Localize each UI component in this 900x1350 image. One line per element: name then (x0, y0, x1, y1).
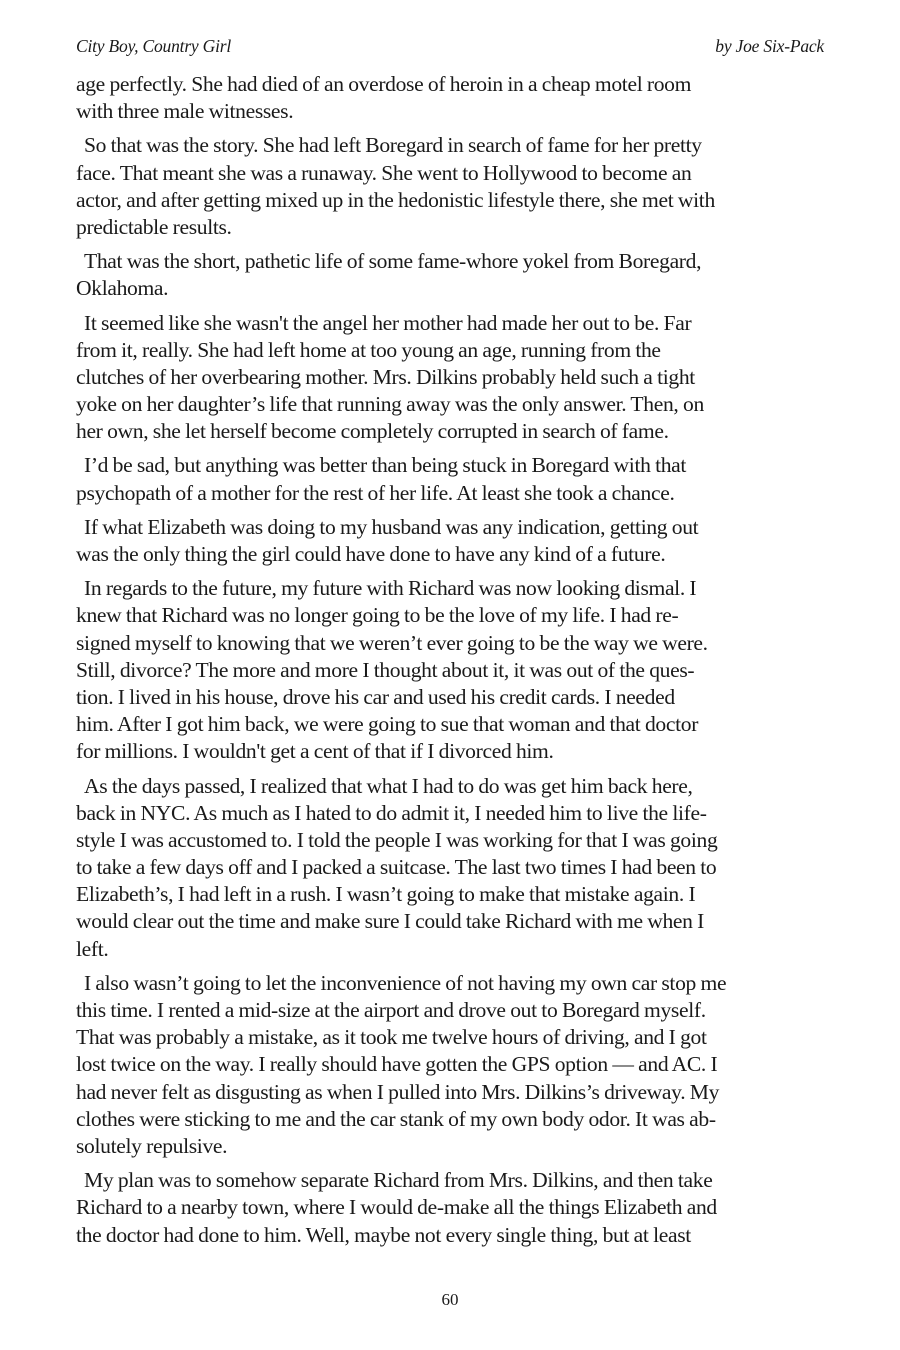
text-line: As the days passed, I realized that what I had to do was get him back here, (84, 773, 693, 798)
text-line: Richard to a nearby town, where I would de-make all the things Elizabeth and (76, 1195, 717, 1220)
text-line: My plan was to somehow separate Richard from Mrs. Dilkins, and then take (84, 1168, 713, 1193)
text-line: to take a few days off and I packed a suitcase. The last two times I had been to (76, 855, 717, 880)
text-line: face. That meant she was a runaway. She went to Hollywood to become an (76, 160, 692, 185)
text-line: from it, really. She had left home at too young an age, running from the (76, 337, 661, 362)
text-line: lost twice on the way. I really should have gotten the GPS option — and AC. I (76, 1052, 718, 1077)
text-line: In regards to the future, my future with Richard was now looking dismal. I (84, 576, 697, 601)
paragraph (76, 575, 824, 765)
paragraph (76, 773, 824, 963)
text-line: yoke on her daughter’s life that running away was the only answer. Then, on (76, 392, 704, 417)
text-line: clothes were sticking to me and the car stank of my own body odor. It was ab- (76, 1106, 716, 1131)
text-line: style I was accustomed to. I told the people I was working for that I was going (76, 827, 718, 852)
text-line: age perfectly. She had died of an overdose of heroin in a cheap motel room (76, 72, 692, 96)
text-line: was the only thing the girl could have done to have any kind of a future. (76, 542, 666, 566)
text-line: tion. I lived in his house, drove his car and used his credit cards. I needed (76, 684, 675, 709)
paragraph (76, 310, 824, 446)
text-line: would clear out the time and make sure I could take Richard with me when I (76, 909, 704, 934)
book-author: by Joe Six-Pack (715, 36, 824, 56)
text-line: back in NYC. As much as I hated to do admit it, I needed him to live the life- (76, 800, 707, 825)
paragraph (76, 132, 824, 241)
text-line: Oklahoma. (76, 276, 169, 301)
running-header (76, 36, 824, 58)
text-line: solutely repulsive. (76, 1133, 228, 1158)
text-line: signed myself to knowing that we weren’t ever going to be the way we were. (76, 630, 708, 655)
text-line: the doctor had done to him. Well, maybe not every single thing, but at least (76, 1222, 691, 1247)
text-line: I’d be sad, but anything was better than being stuck in Boregard with that (84, 453, 687, 478)
text-line: I also wasn’t going to let the inconvenience of not having my own car stop me (84, 970, 727, 995)
text-line: So that was the story. She had left Boregard in search of fame for her pretty (84, 133, 702, 158)
text-line: That was probably a mistake, as it took me twelve hours of driving, and I got (76, 1025, 707, 1050)
text-line: for millions. I wouldn't get a cent of that if I divorced him. (76, 739, 554, 764)
paragraph (76, 71, 824, 125)
body-text (76, 71, 824, 1256)
text-line: knew that Richard was no longer going to be the love of my life. I had re- (76, 603, 679, 628)
text-line: with three male witnesses. (76, 99, 294, 124)
text-line: had never felt as disgusting as when I pulled into Mrs. Dilkins’s driveway. My (76, 1079, 720, 1104)
page-number: 60 (441, 1290, 459, 1309)
book-title: City Boy, Country Girl (76, 36, 232, 56)
paragraph (76, 970, 824, 1160)
text-line: Still, divorce? The more and more I thought about it, it was out of the ques- (76, 657, 695, 682)
text-line: Elizabeth’s, I had left in a rush. I wasn’t going to make that mistake again. I (76, 882, 696, 907)
text-line: If what Elizabeth was doing to my husband was any indication, getting out (84, 514, 699, 539)
text-line: psychopath of a mother for the rest of her life. At least she took a chance. (76, 480, 675, 505)
text-line: this time. I rented a mid-size at the airport and drove out to Boregard myself. (76, 998, 706, 1022)
text-line: predictable results. (76, 214, 232, 239)
text-line: It seemed like she wasn't the angel her mother had made her out to be. Far (84, 310, 692, 335)
paragraph (76, 452, 824, 506)
text-line: actor, and after getting mixed up in the hedonistic lifestyle there, she met with (76, 187, 715, 212)
text-line: him. After I got him back, we were going to sue that woman and that doctor (76, 712, 699, 737)
text-line: left. (76, 936, 109, 961)
text-line: That was the short, pathetic life of some fame-whore yokel from Boregard, (84, 249, 702, 274)
paragraph (76, 514, 824, 568)
paragraph (76, 1167, 824, 1249)
paragraph (76, 248, 824, 302)
text-line: her own, she let herself become completely corrupted in search of fame. (76, 419, 669, 444)
text-line: clutches of her overbearing mother. Mrs. Dilkins probably held such a tight (76, 364, 695, 389)
